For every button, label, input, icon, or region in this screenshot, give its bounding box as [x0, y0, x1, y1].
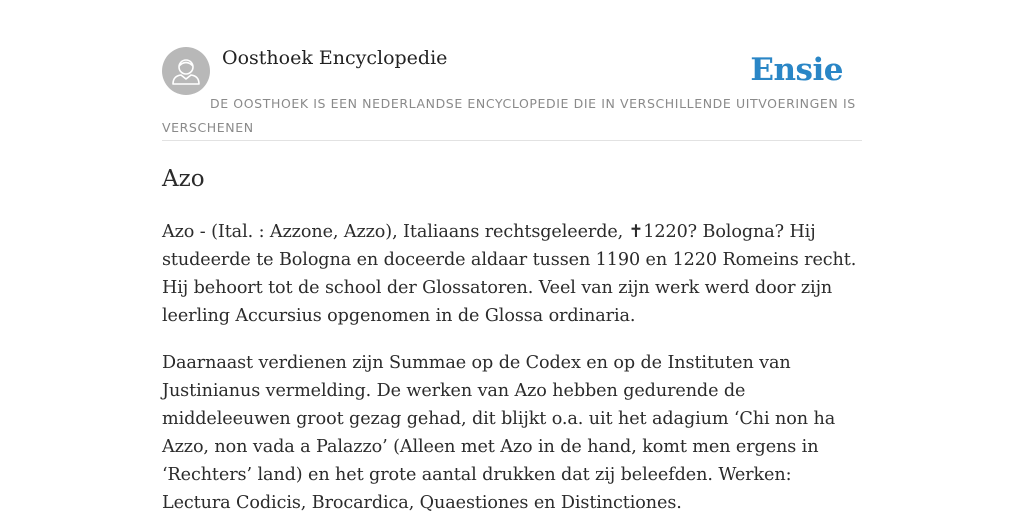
article-paragraph: Azo - (Ital. : Azzone, Azzo), Italiaans rechtsgeleerde, ✝1220? Bologna? Hij studeerde te Bologna en doceerde aldaar tussen 1190 en 1220 Romeins recht. Hij behoort tot de school der Glossatoren. Veel van zijn werk werd door zijn leerling Accursius opgenomen in de Glossa ordinaria. [162, 222, 857, 326]
article-title: Azo [162, 166, 205, 192]
header [162, 44, 862, 141]
tagline: DE OOSTHOEK IS EEN NEDERLANDSE ENCYCLOPEDIE DIE IN VERSCHILLENDE UITVOERINGEN IS VERSCHENEN [162, 96, 856, 135]
article-paragraph: Daarnaast verdienen zijn Summae op de Codex en op de Instituten van Justinianus vermelding. De werken van Azo hebben gedurende de middeleeuwen groot gezag gehad, dit blijkt o.a. uit het adagium ‘Chi non ha Azzo, non vada a Palazzo’ (Alleen met Azo in de hand, komt men ergens in ‘Rechters’ land) en het grote aantal drukken dat zij beleefden. Werken: Lectura Codicis, Brocardica, Quaestiones en Distinctiones. [162, 353, 836, 512]
site-title[interactable]: Oosthoek Encyclopedie [222, 47, 448, 69]
user-icon [162, 47, 210, 95]
avatar[interactable] [162, 47, 210, 95]
brand-logo[interactable]: Ensie [750, 52, 843, 88]
article [162, 160, 862, 512]
